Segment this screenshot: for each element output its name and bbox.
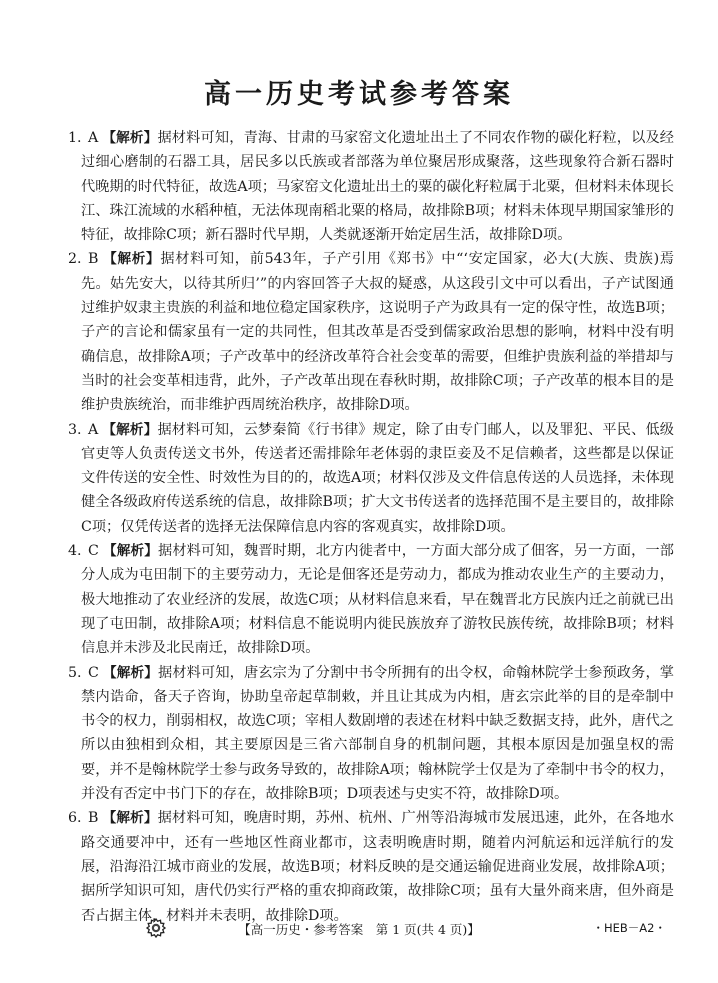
analysis-text: 据材料可知，前543年，子产引用《郑书》中“‘安定国家，必大(大族、贵族)焉先。姑先安大，以待其所归’”的内容回答子大叔的疑惑，从这段引文中可以看出，子产试图通过维护奴隶主贵族的利益和地位稳定国家秩序，这说明子产为政具有一定的保守性，故选B项；子产的言论和儒家虽有一定的共同性，但其改革是否受到儒家政治思想的影响，材料中没有明确信息，故排除A项；子产改革中的经济改革符合社会变革的需要，但维护贵族利益的举措却与当时的社会变革相违背，此外，子产改革出现在春秋时期，故排除C项；子产改革的根本目的是维护贵族统治，而非维护西周统治秩序，故排除D项。 [81,251,675,414]
analysis-tag: 【解析】 [102,664,158,681]
answer-choice: A [88,421,99,438]
analysis-tag: 【解析】 [102,421,158,438]
question-number: 6. [68,810,82,827]
answer-body [81,539,674,660]
answer-item [68,806,674,927]
answer-body [81,806,674,927]
question-number: 2. [68,251,82,268]
analysis-text: 据材料可知，云梦秦简《行书律》规定，除了由专门邮人，以及罪犯、平民、低级官吏等人负责传送文书外，传送者还需排除年老体弱的隶臣妾及不足信赖者，这些都是以保证文件传送的安全性、时效性为目的的，故选A项；材料仅涉及文件信息传送的人员选择，未体现健全各级政府传送系统的信息，故排除B项；扩大文书传送者的选择范围不是主要目的，故排除C项；仅凭传送者的选择无法保障信息内容的客观真实，故排除D项。 [81,421,674,535]
answer-item [68,418,674,539]
question-number: 4. [68,543,82,560]
answer-choice: B [88,810,99,827]
answer-item [68,539,674,660]
answer-body [81,126,674,247]
page-title: 高一历史考试参考答案 [204,79,514,110]
analysis-text: 据材料可知，晚唐时期，苏州、杭州、广州等沿海城市发展迅速，此外，在各地水路交通要冲中，还有一些地区性商业都市，这表明晚唐时期，随着内河航运和远洋航行的发展，沿海沿江城市商业的发展，故选B项；材料反映的是交通运输促进商业发展，故排除A项；据所学知识可知，唐代仍实行严格的重农抑商政策，故排除C项；虽有大量外商来唐，但外商是否占据主体，材料并未表明，故排除D项。 [81,810,674,924]
question-number: 1. [68,130,82,146]
footer-page-info: 【高一历史・参考答案 第 1 页(共 4 页)】 [238,922,480,937]
analysis-tag: 【解析】 [102,810,158,827]
answer-choice: C [88,664,99,681]
analysis-text: 据材料可知，唐玄宗为了分割中书令所拥有的出令权，命翰林院学士参预政务，掌禁内诰命，备天子咨询，协助皇帝起草制敕，并且让其成为内相，唐玄宗此举的目的是牵制中书令的权力，削弱相权，故选C项；宰相人数剧增的表述在材料中缺乏数据支持，此外，唐代之所以由独相到众相，其主要原因是三省六部制自身的机制问题，其根本原因是加强皇权的需要，并不是翰林院学士参与政务导致的，故排除A项；翰林院学士仅是为了牵制中书令的权力，并没有否定中书门下的存在，故排除B项；D项表述与史实不符，故排除D项。 [81,664,674,803]
answer-body [81,418,674,539]
analysis-tag: 【解析】 [102,130,158,146]
answer-body [81,247,674,417]
question-number: 5. [68,664,82,681]
answer-item [68,126,674,247]
answer-item [68,247,674,417]
question-number: 3. [68,421,82,438]
answer-choice: C [88,543,99,560]
answer-choice: A [88,130,99,146]
answer-list [68,126,674,928]
answer-body [81,661,674,807]
analysis-tag: 【解析】 [102,251,161,268]
answer-choice: B [88,251,99,268]
footer-exam-code: ・HEB－A2・ [592,921,666,935]
page-footer [0,917,718,939]
analysis-text: 据材料可知，青海、甘肃的马家窑文化遗址出土了不同农作物的碳化籽粒，以及经过细心磨制的石器工具，居民多以氏族或者部落为单位聚居形成聚落，这些现象符合新石器时代晚期的时代特征，故选A项；马家窑文化遗址出土的粟的碳化籽粒属于北粟，但材料未体现长江、珠江流域的水稻种植，无法体现南稻北粟的格局，故排除B项；材料未体现早期国家雏形的特征，故排除C项；新石器时代早期，人类就逐渐开始定居生活，故排除D项。 [81,130,674,244]
analysis-text: 据材料可知，魏晋时期，北方内徙者中，一方面大部分成了佃客，另一方面，一部分人成为屯田制下的主要劳动力，无论是佃客还是劳动力，都成为推动农业生产的主要动力，极大地推动了农业经济的发展，故选C项；从材料信息来看，早在魏晋北方民族内迁之前就已出现了屯田制，故排除A项；材料信息不能说明内徙民族放弃了游牧民族传统，故排除B项；材料信息并未涉及北民南迁，故排除D项。 [81,543,674,657]
analysis-tag: 【解析】 [102,543,158,560]
answer-item [68,661,674,807]
